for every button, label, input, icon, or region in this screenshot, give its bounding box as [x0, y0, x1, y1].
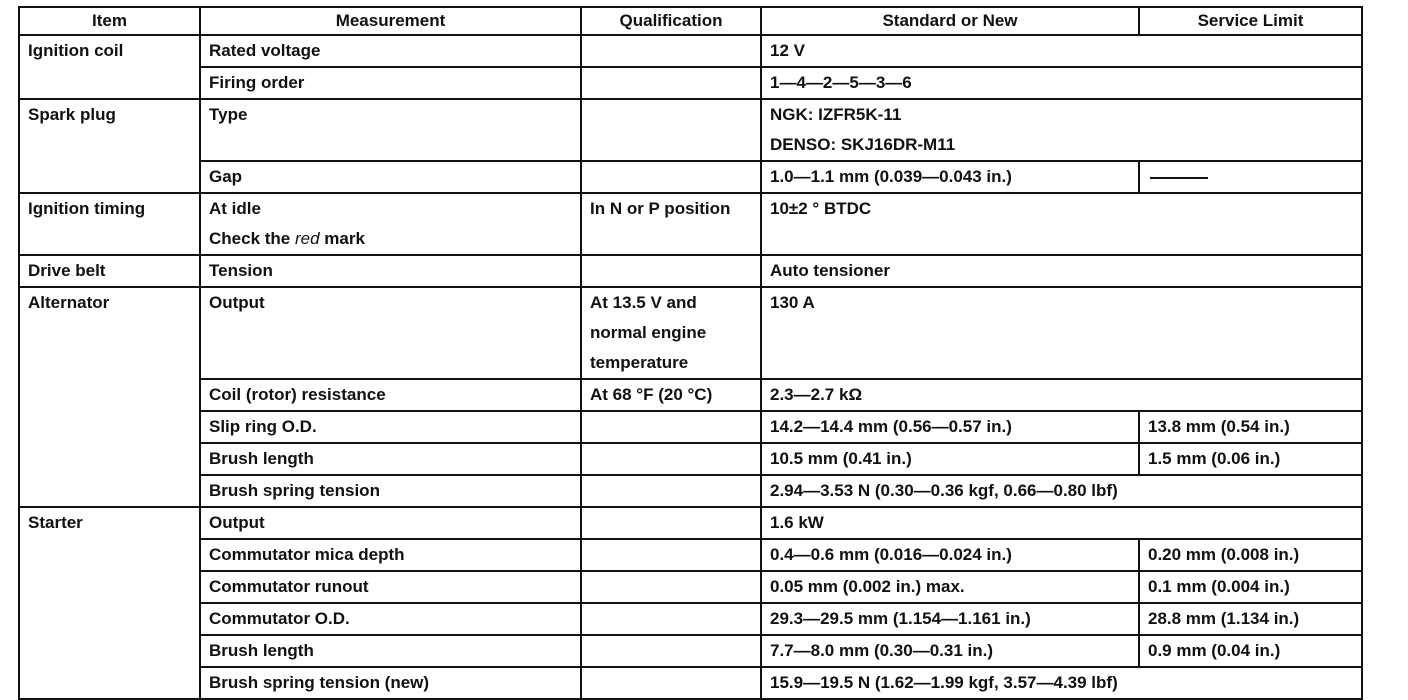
measurement-cell: Firing order — [200, 67, 581, 99]
standard-cell: 14.2—14.4 mm (0.56—0.57 in.) — [761, 411, 1139, 443]
table-row — [19, 35, 1362, 67]
standard-cell: 0.05 mm (0.002 in.) max. — [761, 571, 1139, 603]
measurement-cell: Output — [200, 507, 581, 539]
table-row — [19, 603, 1362, 635]
measurement-cell: Tension — [200, 255, 581, 287]
standard-cell: 10±2 ° BTDC — [761, 193, 1362, 255]
qualification-cell — [581, 35, 761, 67]
table-row — [19, 635, 1362, 667]
text-fragment: Check the — [209, 229, 295, 248]
standard-cell: 2.3—2.7 kΩ — [761, 379, 1362, 411]
standard-cell: 0.4—0.6 mm (0.016—0.024 in.) — [761, 539, 1139, 571]
qualification-cell — [581, 67, 761, 99]
qualification-cell — [581, 603, 761, 635]
qualification-line: normal engine — [590, 323, 707, 342]
qualification-cell — [581, 667, 761, 699]
qualification-cell — [581, 161, 761, 193]
measurement-cell: Brush length — [200, 635, 581, 667]
service-limit-cell: 1.5 mm (0.06 in.) — [1139, 443, 1362, 475]
qualification-cell — [581, 539, 761, 571]
header-qualification: Qualification — [581, 7, 761, 35]
standard-line: NGK: IZFR5K-11 — [770, 105, 902, 124]
table-row — [19, 443, 1362, 475]
table-row — [19, 667, 1362, 699]
measurement-cell: Output — [200, 287, 581, 379]
measurement-cell: Commutator runout — [200, 571, 581, 603]
standard-cell: 1—4—2—5—3—6 — [761, 67, 1362, 99]
measurement-cell: Rated voltage — [200, 35, 581, 67]
table-row — [19, 255, 1362, 287]
header-measurement: Measurement — [200, 7, 581, 35]
table-row — [19, 193, 1362, 255]
item-starter: Starter — [19, 507, 200, 699]
header-item: Item — [19, 7, 200, 35]
qualification-cell — [581, 443, 761, 475]
table-row — [19, 571, 1362, 603]
service-limit-cell: 0.1 mm (0.004 in.) — [1139, 571, 1362, 603]
table-row — [19, 539, 1362, 571]
standard-cell: 12 V — [761, 35, 1362, 67]
measurement-cell: Slip ring O.D. — [200, 411, 581, 443]
measurement-cell: Type — [200, 99, 581, 161]
service-limit-cell: 0.20 mm (0.008 in.) — [1139, 539, 1362, 571]
table-row — [19, 379, 1362, 411]
measurement-cell: Brush spring tension (new) — [200, 667, 581, 699]
qualification-cell — [581, 475, 761, 507]
table-row — [19, 287, 1362, 379]
standard-cell: 2.94—3.53 N (0.30—0.36 kgf, 0.66—0.80 lbf) — [761, 475, 1362, 507]
table-row — [19, 99, 1362, 161]
qualification-cell — [581, 99, 761, 161]
standard-cell: Auto tensioner — [761, 255, 1362, 287]
specifications-table — [18, 6, 1363, 700]
measurement-cell: Brush length — [200, 443, 581, 475]
spec-table-container — [18, 6, 1363, 700]
item-drive-belt: Drive belt — [19, 255, 200, 287]
qualification-cell — [581, 411, 761, 443]
standard-cell: 7.7—8.0 mm (0.30—0.31 in.) — [761, 635, 1139, 667]
qualification-cell — [581, 571, 761, 603]
standard-cell: 29.3—29.5 mm (1.154—1.161 in.) — [761, 603, 1139, 635]
qualification-cell: At 68 °F (20 °C) — [581, 379, 761, 411]
item-alternator: Alternator — [19, 287, 200, 507]
service-limit-cell: 0.9 mm (0.04 in.) — [1139, 635, 1362, 667]
item-ignition-timing: Ignition timing — [19, 193, 200, 255]
standard-cell: 15.9—19.5 N (1.62—1.99 kgf, 3.57—4.39 lbf) — [761, 667, 1362, 699]
table-row — [19, 507, 1362, 539]
qualification-line: temperature — [590, 353, 689, 372]
qualification-line: At 13.5 V and — [590, 293, 697, 312]
measurement-line: At idle — [209, 199, 261, 218]
item-spark-plug: Spark plug — [19, 99, 200, 193]
header-service-limit: Service Limit — [1139, 7, 1362, 35]
measurement-cell: Gap — [200, 161, 581, 193]
service-limit-cell — [1139, 161, 1362, 193]
measurement-line — [209, 224, 580, 254]
measurement-cell: Coil (rotor) resistance — [200, 379, 581, 411]
measurement-cell: Brush spring tension — [200, 475, 581, 507]
measurement-cell: Commutator O.D. — [200, 603, 581, 635]
header-row — [19, 7, 1362, 35]
standard-cell — [761, 99, 1362, 161]
text-fragment: mark — [319, 229, 365, 248]
service-limit-cell: 13.8 mm (0.54 in.) — [1139, 411, 1362, 443]
table-row — [19, 411, 1362, 443]
header-standard: Standard or New — [761, 7, 1139, 35]
qualification-cell — [581, 635, 761, 667]
item-ignition-coil: Ignition coil — [19, 35, 200, 99]
standard-cell: 10.5 mm (0.41 in.) — [761, 443, 1139, 475]
measurement-cell: Commutator mica depth — [200, 539, 581, 571]
standard-line: DENSO: SKJ16DR-M11 — [770, 135, 956, 154]
table-row — [19, 475, 1362, 507]
standard-cell: 130 A — [761, 287, 1362, 379]
qualification-cell — [581, 287, 761, 379]
service-limit-cell: 28.8 mm (1.134 in.) — [1139, 603, 1362, 635]
standard-cell: 1.0—1.1 mm (0.039—0.043 in.) — [761, 161, 1139, 193]
emphasis-red: red — [294, 229, 320, 248]
table-row — [19, 67, 1362, 99]
table-row — [19, 161, 1362, 193]
qualification-cell — [581, 507, 761, 539]
qualification-cell — [581, 255, 761, 287]
measurement-cell — [200, 193, 581, 255]
qualification-cell: In N or P position — [581, 193, 761, 255]
no-limit-dash — [1150, 177, 1208, 179]
standard-cell: 1.6 kW — [761, 507, 1362, 539]
